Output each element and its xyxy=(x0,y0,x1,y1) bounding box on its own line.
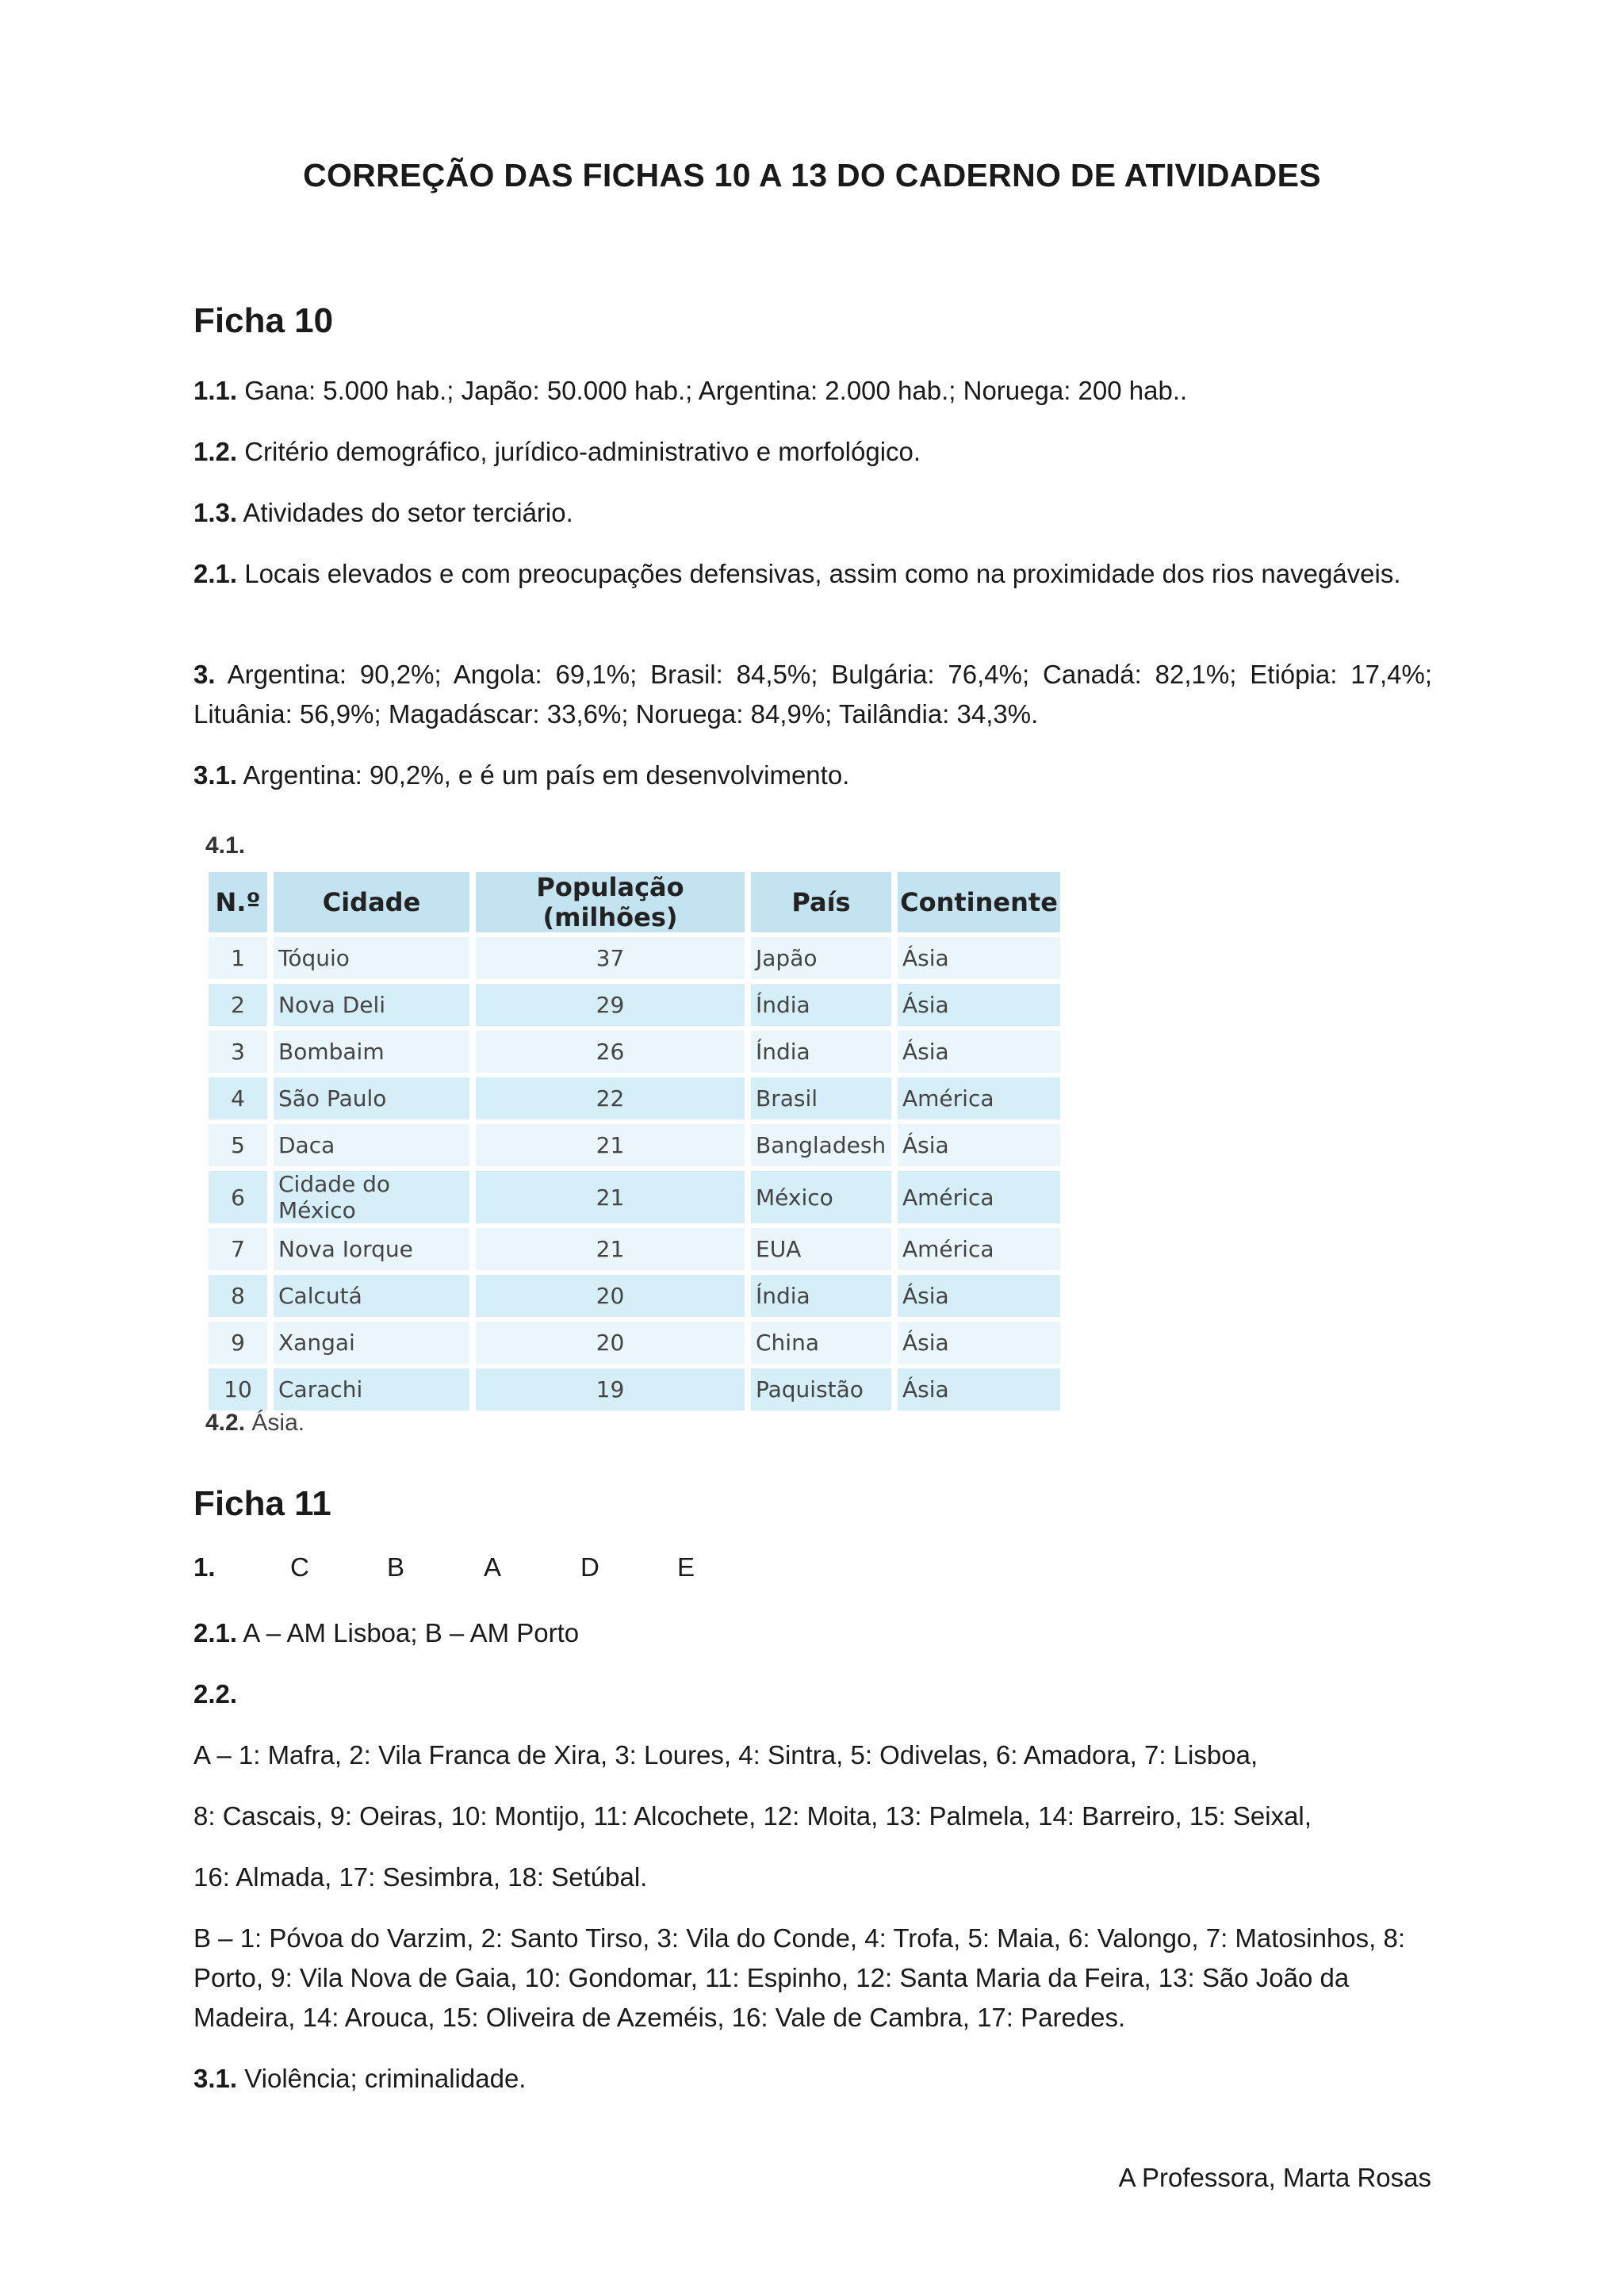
cell-country: EUA xyxy=(751,1228,891,1270)
answer-number: 2.1. xyxy=(193,559,238,588)
cell-continent: Ásia xyxy=(898,1368,1060,1410)
cell-continent: Ásia xyxy=(898,1275,1060,1317)
sequence-letter: E xyxy=(677,1552,695,1582)
table-row xyxy=(209,1322,1060,1364)
table-header-row xyxy=(209,872,1060,932)
cell-number: 6 xyxy=(209,1171,267,1223)
cell-city: Xangai xyxy=(274,1322,469,1364)
cell-number: 4 xyxy=(209,1077,267,1119)
answer-number: 3.1. xyxy=(193,760,238,790)
table-row xyxy=(209,1171,1060,1223)
cell-country: Índia xyxy=(751,984,891,1026)
list-b: B – 1: Póvoa do Varzim, 2: Santo Tirso, 3: Vila do Conde, 4: Trofa, 5: Maia, 6: Valongo, 7: Matosinhos, 8: Porto, 9: Vila Nova de Gaia, 10: Gondomar, 11: Espinho, 12: Santa Maria da Feira, 13: São João da Madeira, 14: Arouca, 15: Oliveira de Azeméis, 16: Vale de Cambra, 17: Paredes. xyxy=(193,1923,1406,2032)
answer-number: 4.2. xyxy=(205,1410,246,1436)
cell-city: Bombaim xyxy=(274,1031,469,1073)
cell-population: 21 xyxy=(476,1124,745,1166)
answer-number: 1. xyxy=(193,1552,216,1582)
answer-text: Ásia. xyxy=(251,1410,305,1436)
answer-number: 2.2. xyxy=(193,1679,238,1709)
cell-country: China xyxy=(751,1322,891,1364)
cell-continent: América xyxy=(898,1228,1060,1270)
cell-number: 7 xyxy=(209,1228,267,1270)
cell-number: 2 xyxy=(209,984,267,1026)
answer-number: 1.3. xyxy=(193,498,238,527)
header-population: População (milhões) xyxy=(476,872,745,932)
sequence-letter: D xyxy=(580,1552,599,1582)
answer-1-2 xyxy=(193,432,1432,472)
ficha11-heading: Ficha 11 xyxy=(193,1484,331,1523)
answer-2-1-f11 xyxy=(193,1613,1432,1653)
list-a-line-3: 16: Almada, 17: Sesimbra, 18: Setúbal. xyxy=(193,1862,648,1892)
cell-city: Nova Iorque xyxy=(274,1228,469,1270)
answer-number: 1.1. xyxy=(193,376,238,405)
answer-number: 1.2. xyxy=(193,437,238,466)
cell-number: 3 xyxy=(209,1031,267,1073)
cell-country: Japão xyxy=(751,937,891,979)
table-row xyxy=(209,1368,1060,1410)
cell-city: Cidade do México xyxy=(274,1171,469,1223)
answer-4-2 xyxy=(205,1410,304,1437)
answer-text: Locais elevados e com preocupações defensivas, assim como na proximidade dos rios navegáveis. xyxy=(244,559,1401,588)
cell-city: Daca xyxy=(274,1124,469,1166)
answer-text: Gana: 5.000 hab.; Japão: 50.000 hab.; Argentina: 2.000 hab.; Noruega: 200 hab.. xyxy=(244,376,1188,405)
answer-text: Argentina: 90,2%; Angola: 69,1%; Brasil: 84,5%; Bulgária: 76,4%; Canadá: 82,1%; Etiópia: 17,4%; Lituânia: 56,9%; Magadáscar: 33,6%; Noruega: 84,9%; Tailândia: 34,3%. xyxy=(193,660,1432,729)
cell-city: Tóquio xyxy=(274,937,469,979)
header-country: País xyxy=(751,872,891,932)
table-row xyxy=(209,937,1060,979)
cell-number: 5 xyxy=(209,1124,267,1166)
answer-text: Argentina: 90,2%, e é um país em desenvolvimento. xyxy=(243,760,850,790)
cell-population: 21 xyxy=(476,1171,745,1223)
cell-country: Bangladesh xyxy=(751,1124,891,1166)
answer-number: 3. xyxy=(193,660,216,689)
cell-number: 10 xyxy=(209,1368,267,1410)
page-title: CORREÇÃO DAS FICHAS 10 A 13 DO CADERNO DE ATIVIDADES xyxy=(303,157,1321,193)
answer-text: Critério demográfico, jurídico-administrativo e morfológico. xyxy=(244,437,921,466)
answer-text: Violência; criminalidade. xyxy=(244,2064,527,2093)
cell-city: Nova Deli xyxy=(274,984,469,1026)
table-row xyxy=(209,1124,1060,1166)
cell-population: 29 xyxy=(476,984,745,1026)
cell-population: 20 xyxy=(476,1322,745,1364)
cell-city: Calcutá xyxy=(274,1275,469,1317)
answer-3-1 xyxy=(193,756,1432,795)
cell-country: México xyxy=(751,1171,891,1223)
header-city: Cidade xyxy=(274,872,469,932)
table-row xyxy=(209,1275,1060,1317)
table-row xyxy=(209,1228,1060,1270)
cell-continent: Ásia xyxy=(898,937,1060,979)
cell-population: 20 xyxy=(476,1275,745,1317)
cell-population: 37 xyxy=(476,937,745,979)
header-continent: Continente xyxy=(898,872,1060,932)
cell-number: 1 xyxy=(209,937,267,979)
sequence-letter: C xyxy=(290,1552,309,1582)
answer-number: 2.1. xyxy=(193,1618,238,1647)
table-row xyxy=(209,1031,1060,1073)
cell-population: 21 xyxy=(476,1228,745,1270)
answer-text: A – AM Lisboa; B – AM Porto xyxy=(243,1618,580,1647)
cell-country: Paquistão xyxy=(751,1368,891,1410)
cell-population: 26 xyxy=(476,1031,745,1073)
table-row xyxy=(209,984,1060,1026)
answer-3-1-f11 xyxy=(193,2059,1432,2099)
signature: A Professora, Marta Rosas xyxy=(1118,2163,1431,2192)
cell-continent: Ásia xyxy=(898,1322,1060,1364)
cell-continent: Ásia xyxy=(898,984,1060,1026)
cell-population: 19 xyxy=(476,1368,745,1410)
sequence-letter: B xyxy=(387,1552,405,1582)
cell-continent: América xyxy=(898,1171,1060,1223)
answer-1-1 xyxy=(193,371,1432,411)
cell-country: Índia xyxy=(751,1031,891,1073)
cell-continent: Ásia xyxy=(898,1031,1060,1073)
cell-city: Carachi xyxy=(274,1368,469,1410)
cell-city: São Paulo xyxy=(274,1077,469,1119)
table-label: 4.1. xyxy=(205,832,246,859)
cities-table xyxy=(202,867,1067,1415)
cell-number: 9 xyxy=(209,1322,267,1364)
header-number: N.º xyxy=(209,872,267,932)
answer-number: 3.1. xyxy=(193,2064,238,2093)
cell-country: Índia xyxy=(751,1275,891,1317)
cell-number: 8 xyxy=(209,1275,267,1317)
list-a-line-1: A – 1: Mafra, 2: Vila Franca de Xira, 3: Loures, 4: Sintra, 5: Odivelas, 6: Amadora, 7: Lisboa, xyxy=(193,1740,1258,1770)
cell-country: Brasil xyxy=(751,1077,891,1119)
sequence-letter: A xyxy=(484,1552,502,1582)
answer-2-2-f11 xyxy=(193,1674,1432,1714)
answer-1-3 xyxy=(193,493,1432,533)
cell-continent: Ásia xyxy=(898,1124,1060,1166)
cell-population: 22 xyxy=(476,1077,745,1119)
answer-3 xyxy=(193,655,1432,734)
ficha10-heading: Ficha 10 xyxy=(193,301,334,340)
answer-text: Atividades do setor terciário. xyxy=(243,498,573,527)
cell-continent: América xyxy=(898,1077,1060,1119)
table-row xyxy=(209,1077,1060,1119)
answer-2-1 xyxy=(193,554,1432,594)
list-a-line-2: 8: Cascais, 9: Oeiras, 10: Montijo, 11: Alcochete, 12: Moita, 13: Palmela, 14: Barreiro, 15: Seixal, xyxy=(193,1801,1312,1831)
